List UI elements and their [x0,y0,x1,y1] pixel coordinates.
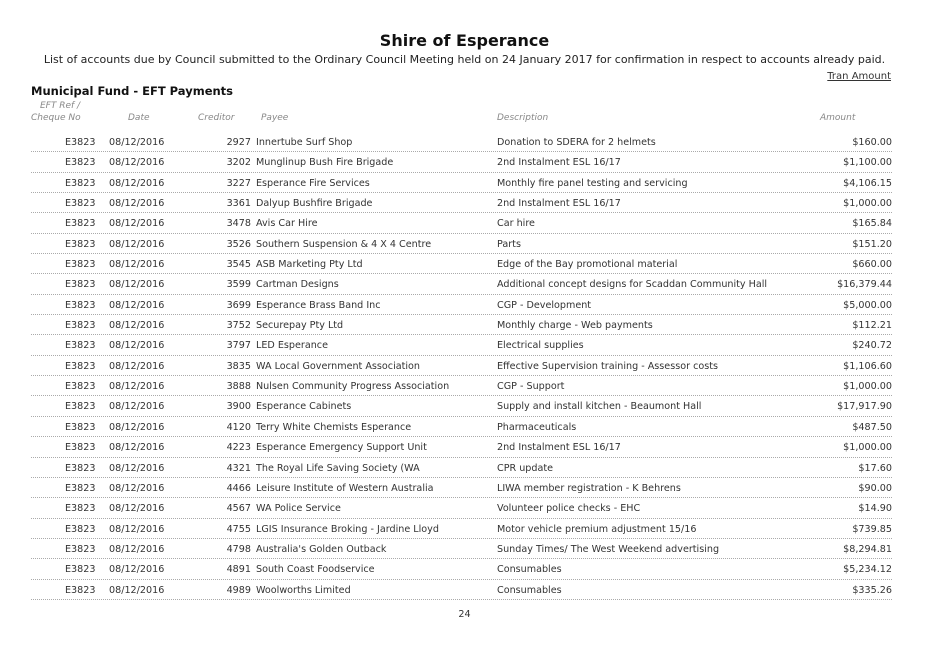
cell-ref: E3823 [65,137,96,148]
cell-ref: E3823 [65,218,96,230]
cell-creditor: 4223 [226,442,251,454]
page-title: Shire of Esperance [379,31,550,50]
cell-payee: Leisure Institute of Western Australia [256,482,434,494]
cell-date: 08/12/2016 [109,564,165,576]
cell-description: 2nd Instalment ESL 16/17 [497,442,621,454]
cell-amount: $112.21 [852,320,892,332]
cell-amount: $1,106.60 [843,360,892,372]
cell-ref: E3823 [65,177,96,189]
cell-ref: E3823 [65,381,96,393]
cell-amount: $1,000.00 [843,442,892,454]
cell-description: CPR update [497,462,554,474]
cell-ref: E3823 [65,299,96,311]
cell-date: 08/12/2016 [109,340,165,352]
cell-payee: Southern Suspension & 4 X 4 Centre [256,238,432,250]
cell-creditor: 3545 [226,259,251,271]
cell-date: 08/12/2016 [109,198,165,210]
cell-payee: Australia's Golden Outback [256,543,387,555]
cell-ref: E3823 [65,564,96,576]
table-row [0,417,929,437]
table-header [0,100,929,128]
cell-creditor: 4755 [226,523,251,535]
cell-description: Consumables [497,584,562,596]
cell-payee: Terry White Chemists Esperance [256,421,412,433]
cell-description: Consumables [497,564,562,576]
cell-amount: $1,000.00 [843,198,892,210]
cell-date: 08/12/2016 [109,218,165,230]
cell-payee: Esperance Emergency Support Unit [256,442,427,454]
cell-description: CGP - Support [497,381,565,393]
cell-payee: LED Esperance [256,340,328,352]
cell-ref: E3823 [65,421,96,433]
cell-date: 08/12/2016 [109,503,165,515]
col-amount: Amount [820,113,856,123]
cell-description: Supply and install kitchen - Beaumont Hall [497,401,702,413]
cell-date: 08/12/2016 [109,279,165,291]
cell-payee: ASB Marketing Pty Ltd [256,259,363,271]
cell-creditor: 2927 [226,137,251,148]
cell-amount: $335.26 [852,584,892,596]
cell-payee: Woolworths Limited [256,584,351,596]
cell-amount: $16,379.44 [837,279,892,291]
cell-creditor: 3835 [226,360,251,372]
cell-description: Volunteer police checks - EHC [497,503,641,515]
cell-date: 08/12/2016 [109,381,165,393]
cell-ref: E3823 [65,543,96,555]
cell-ref: E3823 [65,503,96,515]
cell-date: 08/12/2016 [109,177,165,189]
cell-creditor: 3752 [226,320,251,332]
cell-creditor: 4321 [226,462,251,474]
cell-creditor: 3900 [226,401,251,413]
page-subtitle: List of accounts due by Council submitted to the Ordinary Council Meeting held on 24 January 2017 for confirmation in respect to accounts already paid. [43,53,886,66]
cell-ref: E3823 [65,360,96,372]
cell-creditor: 3699 [226,299,251,311]
cell-payee: The Royal Life Saving Society (WA [256,462,420,474]
table-row [0,356,929,376]
cell-description: Monthly fire panel testing and servicing [497,177,688,189]
payments-table [0,132,929,600]
cell-creditor: 4798 [226,543,251,555]
cell-date: 08/12/2016 [109,137,165,148]
cell-amount: $160.00 [852,137,892,148]
cell-amount: $14.90 [858,503,892,515]
cell-amount: $8,294.81 [843,543,892,555]
tran-amount-label: Tran Amount [827,71,891,82]
table-row [0,274,929,294]
cell-date: 08/12/2016 [109,259,165,271]
col-date: Date [128,113,150,123]
table-row [0,295,929,315]
col-payee: Payee [261,113,289,123]
cell-amount: $660.00 [852,259,892,271]
cell-ref: E3823 [65,462,96,474]
cell-creditor: 4989 [226,584,251,596]
cell-description: Additional concept designs for Scaddan Community Hall [497,279,768,291]
cell-amount: $151.20 [852,238,892,250]
cell-ref: E3823 [65,320,96,332]
cell-date: 08/12/2016 [109,482,165,494]
cell-date: 08/12/2016 [109,238,165,250]
table-row [0,193,929,213]
table-row [0,539,929,559]
cell-description: LIWA member registration - K Behrens [497,482,681,494]
table-row [0,559,929,579]
cell-amount: $487.50 [852,421,892,433]
table-row [0,478,929,498]
cell-amount: $17,917.90 [837,401,892,413]
cell-payee: Esperance Cabinets [256,401,352,413]
cell-description: CGP - Development [497,299,592,311]
cell-amount: $5,234.12 [843,564,892,576]
cell-description: 2nd Instalment ESL 16/17 [497,157,621,169]
cell-description: 2nd Instalment ESL 16/17 [497,198,621,210]
cell-ref: E3823 [65,157,96,169]
cell-creditor: 4120 [226,421,251,433]
table-row [0,498,929,518]
cell-payee: WA Police Service [256,503,341,515]
cell-creditor: 3599 [226,279,251,291]
cell-creditor: 3797 [226,340,251,352]
cell-ref: E3823 [65,584,96,596]
cell-date: 08/12/2016 [109,523,165,535]
cell-payee: South Coast Foodservice [256,564,375,576]
cell-date: 08/12/2016 [109,360,165,372]
cell-payee: Nulsen Community Progress Association [256,381,450,393]
cell-description: Electrical supplies [497,340,584,352]
cell-description: Monthly charge - Web payments [497,320,653,332]
cell-amount: $1,000.00 [843,381,892,393]
cell-amount: $17.60 [858,462,892,474]
col-description: Description [497,113,549,123]
col-ref-line1: EFT Ref / [40,101,81,111]
col-creditor: Creditor [198,113,235,123]
table-row [0,254,929,274]
cell-amount: $739.85 [852,523,892,535]
cell-date: 08/12/2016 [109,401,165,413]
cell-ref: E3823 [65,442,96,454]
cell-ref: E3823 [65,259,96,271]
table-row [0,335,929,355]
cell-description: Car hire [497,218,535,230]
cell-date: 08/12/2016 [109,299,165,311]
cell-creditor: 3202 [226,157,251,169]
cell-description: Motor vehicle premium adjustment 15/16 [497,523,697,535]
cell-amount: $240.72 [852,340,892,352]
cell-payee: Dalyup Bushfire Brigade [256,198,373,210]
cell-date: 08/12/2016 [109,462,165,474]
col-ref-line2: Cheque No [31,113,81,123]
cell-description: Parts [497,238,521,250]
cell-payee: LGIS Insurance Broking - Jardine Lloyd [256,523,439,535]
cell-date: 08/12/2016 [109,320,165,332]
cell-payee: Cartman Designs [256,279,339,291]
cell-description: Sunday Times/ The West Weekend advertising [497,543,720,555]
cell-date: 08/12/2016 [109,442,165,454]
cell-date: 08/12/2016 [109,543,165,555]
table-row [0,396,929,416]
cell-payee: Avis Car Hire [256,218,318,230]
cell-creditor: 4466 [226,482,251,494]
cell-creditor: 4567 [226,503,251,515]
table-row [0,213,929,233]
cell-date: 08/12/2016 [109,584,165,596]
table-row [0,315,929,335]
cell-description: Effective Supervision training - Assessor costs [497,360,718,372]
cell-ref: E3823 [65,523,96,535]
cell-payee: Securepay Pty Ltd [256,320,344,332]
cell-amount: $4,106.15 [843,177,892,189]
cell-payee: Innertube Surf Shop [256,137,353,148]
cell-payee: Esperance Fire Services [256,177,370,189]
cell-ref: E3823 [65,482,96,494]
table-row [0,234,929,254]
table-row [0,580,929,600]
cell-creditor: 3227 [226,177,251,189]
cell-payee: WA Local Government Association [256,360,420,372]
cell-creditor: 3888 [226,381,251,393]
cell-creditor: 4891 [226,564,251,576]
cell-description: Edge of the Bay promotional material [497,259,678,271]
table-row [0,458,929,478]
table-row [0,437,929,457]
cell-creditor: 3361 [226,198,251,210]
page-number: 24 [458,609,471,620]
table-row [0,173,929,193]
table-row [0,132,929,152]
cell-creditor: 3526 [226,238,251,250]
cell-description: Pharmaceuticals [497,421,577,433]
table-row [0,519,929,539]
table-row [0,152,929,172]
cell-ref: E3823 [65,238,96,250]
table-row [0,376,929,396]
cell-payee: Esperance Brass Band Inc [256,299,381,311]
cell-ref: E3823 [65,401,96,413]
cell-amount: $90.00 [858,482,892,494]
cell-amount: $1,100.00 [843,157,892,169]
cell-amount: $5,000.00 [843,299,892,311]
cell-ref: E3823 [65,340,96,352]
cell-date: 08/12/2016 [109,157,165,169]
section-title: Municipal Fund - EFT Payments [31,84,234,98]
cell-payee: Munglinup Bush Fire Brigade [256,157,394,169]
cell-creditor: 3478 [226,218,251,230]
cell-ref: E3823 [65,279,96,291]
cell-amount: $165.84 [852,218,892,230]
cell-date: 08/12/2016 [109,421,165,433]
cell-description: Donation to SDERA for 2 helmets [497,137,656,148]
cell-ref: E3823 [65,198,96,210]
